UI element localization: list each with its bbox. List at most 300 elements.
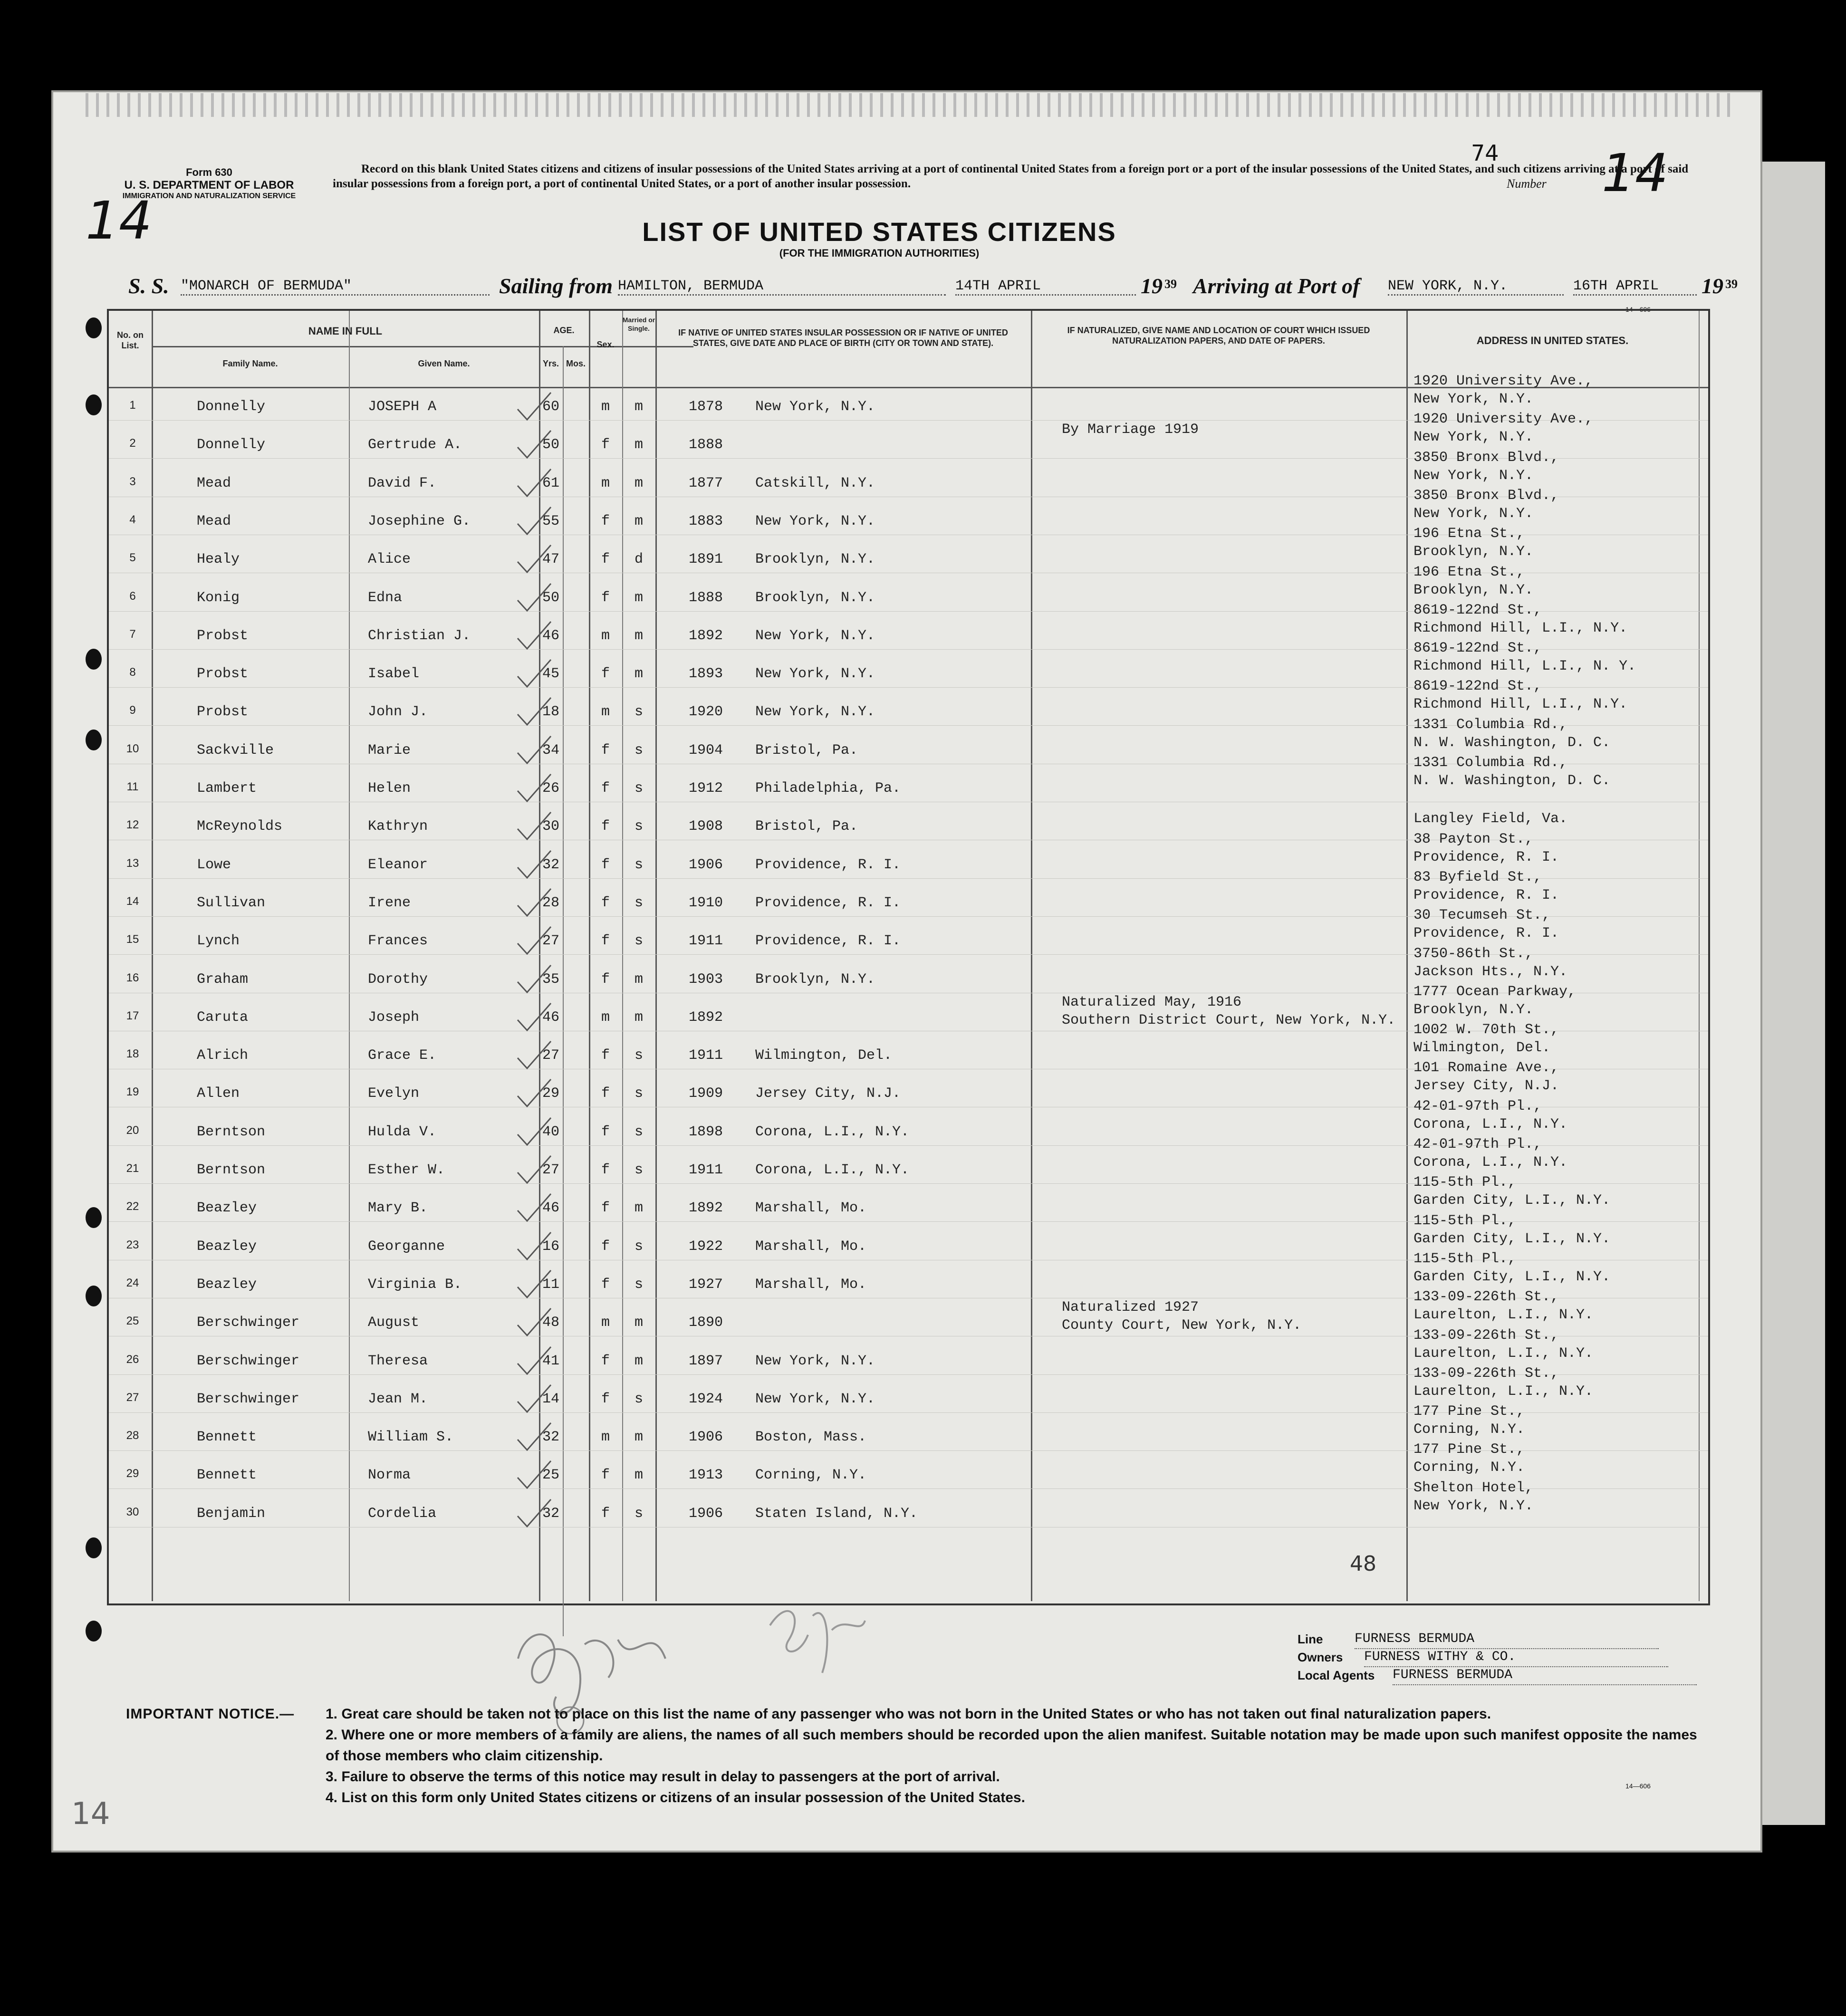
birth-place: Providence, R. I.	[755, 856, 901, 873]
checkmark-icon	[515, 581, 553, 614]
shipping-agents	[1298, 1630, 1725, 1684]
owners-label: Owners	[1298, 1650, 1343, 1664]
sex: f	[601, 1162, 610, 1178]
sex: f	[601, 1276, 610, 1293]
birth-year: 1906	[689, 856, 723, 873]
address-line-1: 3850 Bronx Blvd.,	[1413, 487, 1559, 504]
checkmark-icon	[515, 1001, 553, 1034]
age-years: 29	[542, 1085, 559, 1102]
address-line-2: Corning, N.Y.	[1413, 1459, 1525, 1476]
checkmark-icon	[515, 1039, 553, 1072]
sex: f	[601, 971, 610, 988]
birth-year: 1877	[689, 475, 723, 491]
row-number: 25	[126, 1315, 139, 1328]
punch-hole	[86, 394, 102, 415]
family-name: Donnelly	[197, 399, 266, 415]
sex: f	[601, 1123, 610, 1140]
birth-year: 1890	[689, 1315, 723, 1331]
row-number: 1	[129, 399, 136, 412]
marital-status: s	[634, 704, 643, 720]
address-line-2: Brooklyn, N.Y.	[1413, 544, 1534, 560]
checkmark-icon	[515, 695, 553, 729]
age-years: 25	[542, 1467, 559, 1484]
marital-status: s	[634, 1391, 643, 1407]
birth-place: Providence, R. I.	[755, 894, 901, 911]
birth-place: Staten Island, N.Y.	[755, 1505, 918, 1522]
birth-place: Brooklyn, N.Y.	[755, 589, 875, 606]
sex: f	[601, 933, 610, 950]
age-years: 27	[542, 1047, 559, 1064]
birth-place: New York, N.Y.	[755, 666, 875, 682]
given-name: Theresa	[368, 1353, 428, 1369]
row-number: 8	[129, 666, 136, 679]
birth-year: 1878	[689, 399, 723, 415]
arrival-date: 16TH APRIL	[1573, 278, 1697, 296]
given-name: Georganne	[368, 1238, 445, 1255]
marital-status: s	[634, 894, 643, 911]
birth-place: New York, N.Y.	[755, 1353, 875, 1369]
punch-hole	[86, 1207, 102, 1228]
row-number: 11	[126, 780, 139, 793]
row-number: 2	[129, 437, 136, 450]
punch-hole	[86, 317, 102, 338]
sailing-year-prefix: 19	[1141, 274, 1163, 298]
birth-year: 1898	[689, 1123, 723, 1140]
birth-year: 1897	[689, 1353, 723, 1369]
given-name: Christian J.	[368, 627, 471, 644]
marital-status: s	[634, 1162, 643, 1178]
birth-place: Corona, L.I., N.Y.	[755, 1123, 910, 1140]
age-years: 32	[542, 1429, 559, 1446]
naturalization-court: Southern District Court, New York, N.Y.	[1062, 1012, 1396, 1028]
family-name: Berntson	[197, 1162, 266, 1178]
birth-place: Philadelphia, Pa.	[755, 780, 901, 797]
age-years: 16	[542, 1238, 559, 1255]
form-number: Form 630	[186, 166, 232, 178]
address-line-1: 8619-122nd St.,	[1413, 602, 1542, 618]
header-age: AGE.	[553, 326, 575, 335]
marital-status: m	[634, 627, 643, 644]
birth-year: 1906	[689, 1505, 723, 1522]
marital-status: s	[634, 933, 643, 950]
address-line-1: 83 Byfield St.,	[1413, 869, 1542, 885]
checkmark-icon	[515, 1382, 553, 1416]
family-name: Beazley	[197, 1276, 257, 1293]
address-line-1: 42-01-97th Pl.,	[1413, 1098, 1542, 1114]
marital-status: s	[634, 780, 643, 797]
ship-name: "MONARCH OF BERMUDA"	[181, 278, 490, 296]
birth-year: 1922	[689, 1238, 723, 1255]
given-name: David F.	[368, 475, 437, 491]
age-years: 61	[542, 475, 559, 491]
birth-year: 1909	[689, 1085, 723, 1102]
birth-place: New York, N.Y.	[755, 399, 875, 415]
sex: m	[601, 475, 610, 491]
family-name: Allen	[197, 1085, 240, 1102]
given-name: Marie	[368, 742, 411, 758]
marital-status: m	[634, 589, 643, 606]
age-years: 35	[542, 971, 559, 988]
list-number: 14	[1602, 143, 1668, 203]
address-line-1: 115-5th Pl.,	[1413, 1212, 1517, 1229]
marital-status: s	[634, 1505, 643, 1522]
marital-status: m	[634, 1315, 643, 1331]
birth-place: Jersey City, N.J.	[755, 1085, 901, 1102]
family-name: Berschwinger	[197, 1391, 300, 1407]
row-number: 9	[129, 704, 136, 717]
given-name: Jean M.	[368, 1391, 428, 1407]
row-number: 10	[126, 742, 139, 755]
given-name: John J.	[368, 704, 428, 720]
address-line-1: 1920 University Ave.,	[1413, 411, 1594, 428]
address-line-2: Corona, L.I., N.Y.	[1413, 1154, 1568, 1171]
header-sex: Sex.	[596, 340, 615, 349]
row-number: 3	[129, 475, 136, 488]
notice-item-3: 3. Failure to observe the terms of this notice may result in delay to passengers at the port of arrival.	[326, 1769, 1000, 1785]
address-line-2: Garden City, L.I., N.Y.	[1413, 1268, 1611, 1285]
checkmark-icon	[515, 1306, 553, 1339]
marital-status: s	[634, 742, 643, 758]
age-years: 50	[542, 437, 559, 453]
row-number: 6	[129, 589, 136, 603]
marital-status: s	[634, 818, 643, 835]
citizens-table	[107, 309, 1710, 1605]
birth-year: 1892	[689, 627, 723, 644]
marital-status: m	[634, 1009, 643, 1026]
address-line-1: 42-01-97th Pl.,	[1413, 1136, 1542, 1152]
given-name: August	[368, 1315, 420, 1331]
birth-year: 1893	[689, 666, 723, 682]
header-married-single: Married or Single.	[622, 316, 655, 332]
given-name: Josephine G.	[368, 513, 471, 529]
given-name: Evelyn	[368, 1085, 420, 1102]
age-years: 47	[542, 551, 559, 568]
marital-status: m	[634, 1467, 643, 1484]
age-years: 32	[542, 1505, 559, 1522]
birth-year: 1912	[689, 780, 723, 797]
marital-status: s	[634, 1276, 643, 1293]
marital-status: m	[634, 1200, 643, 1217]
row-number: 23	[126, 1238, 139, 1251]
sex: f	[601, 1391, 610, 1407]
family-name: Sullivan	[197, 894, 266, 911]
address-line-1: 1920 University Ave.,	[1413, 373, 1594, 389]
family-name: Beazley	[197, 1200, 257, 1217]
birth-place: Catskill, N.Y.	[755, 475, 875, 491]
row-number: 18	[126, 1047, 139, 1061]
ship-info-line	[128, 273, 1738, 302]
marital-status: m	[634, 399, 643, 415]
row-number: 14	[126, 894, 139, 908]
address-line-2: Providence, R. I.	[1413, 849, 1559, 865]
birth-place: Marshall, Mo.	[755, 1200, 867, 1217]
local-agents-row	[1298, 1666, 1725, 1684]
marital-status: m	[634, 1353, 643, 1369]
page-subtitle: (FOR THE IMMIGRATION AUTHORITIES)	[779, 247, 980, 259]
row-number: 26	[126, 1353, 139, 1366]
sex: f	[601, 818, 610, 835]
age-years: 11	[542, 1276, 559, 1293]
family-name: Sackville	[197, 742, 274, 758]
punch-hole	[86, 1286, 102, 1306]
address-line-1: 1331 Columbia Rd.,	[1413, 716, 1568, 733]
birth-place: Wilmington, Del.	[755, 1047, 893, 1064]
checkmark-icon	[515, 1153, 553, 1187]
birth-place: Brooklyn, N.Y.	[755, 551, 875, 568]
marital-status: m	[634, 971, 643, 988]
birth-year: 1888	[689, 437, 723, 453]
age-years: 41	[542, 1353, 559, 1369]
notice-item-4: 4. List on this form only United States citizens or citizens of an insular possession of the United States.	[326, 1790, 1025, 1805]
age-years: 34	[542, 742, 559, 758]
address-line-1: 115-5th Pl.,	[1413, 1174, 1517, 1191]
naturalization-info: Naturalized May, 1916	[1062, 994, 1242, 1010]
address-line-1: 101 Romaine Ave.,	[1413, 1060, 1559, 1076]
age-years: 46	[542, 1200, 559, 1217]
given-name: JOSEPH A	[368, 399, 437, 415]
checkmark-icon	[515, 657, 553, 691]
stamp-number: 48	[1350, 1552, 1376, 1576]
address-line-2: Garden City, L.I., N.Y.	[1413, 1192, 1611, 1209]
row-number: 28	[126, 1429, 139, 1442]
family-name: Bennett	[197, 1429, 257, 1446]
row-number: 22	[126, 1200, 139, 1213]
margin-pencil-mark: 14	[71, 1796, 110, 1832]
birth-year: 1904	[689, 742, 723, 758]
given-name: Dorothy	[368, 971, 428, 988]
sex: f	[601, 856, 610, 873]
row-number: 30	[126, 1505, 139, 1518]
header-address: ADDRESS IN UNITED STATES.	[1476, 335, 1629, 346]
address-line-2: Langley Field, Va.	[1413, 811, 1568, 827]
family-name: Mead	[197, 475, 231, 491]
marital-status: s	[634, 1085, 643, 1102]
row-number: 16	[126, 971, 139, 984]
birth-place: Brooklyn, N.Y.	[755, 971, 875, 988]
address-line-1: 177 Pine St.,	[1413, 1403, 1525, 1420]
line-row	[1298, 1630, 1725, 1648]
address-line-2: Providence, R. I.	[1413, 887, 1559, 903]
header-no: No. on List.	[117, 330, 144, 350]
address-line-1: 115-5th Pl.,	[1413, 1250, 1517, 1267]
checkmark-icon	[515, 1077, 553, 1110]
header-months: Mos.	[566, 359, 586, 368]
given-name: Helen	[368, 780, 411, 797]
header-name-in-full: NAME IN FULL	[308, 325, 383, 337]
family-name: Lambert	[197, 780, 257, 797]
age-years: 45	[542, 666, 559, 682]
age-years: 46	[542, 627, 559, 644]
checkmark-icon	[515, 1230, 553, 1263]
handwritten-corner-number: 14	[86, 190, 152, 251]
given-name: Esther W.	[368, 1162, 445, 1178]
torn-top-edge	[86, 93, 1730, 117]
department-name: U. S. DEPARTMENT OF LABOR	[124, 179, 294, 192]
notice-item-2: 2. Where one or more members of a family are aliens, the names of all such members should be recorded upon the alien manifest. Suitable notation may be made upon such manifest opposite the names of those members who claim citizenship.	[326, 1727, 1697, 1764]
owners-value: FURNESS WITHY & CO.	[1364, 1648, 1668, 1667]
age-years: 48	[542, 1315, 559, 1331]
address-line-1: 8619-122nd St.,	[1413, 678, 1542, 695]
age-years: 28	[542, 894, 559, 911]
naturalization-info: Naturalized 1927	[1062, 1299, 1199, 1316]
punch-hole	[86, 730, 102, 750]
sex: f	[601, 1200, 610, 1217]
birth-year: 1908	[689, 818, 723, 835]
sex: f	[601, 551, 610, 568]
row-number: 13	[126, 856, 139, 870]
address-line-2: Laurelton, L.I., N.Y.	[1413, 1307, 1594, 1324]
family-name: Probst	[197, 704, 249, 720]
birth-year: 1891	[689, 551, 723, 568]
local-agents-label: Local Agents	[1298, 1668, 1375, 1682]
arrival-year: 39	[1725, 277, 1738, 291]
number-label: Number	[1507, 177, 1547, 191]
birth-year: 1920	[689, 704, 723, 720]
sex: m	[601, 627, 610, 644]
sex: m	[601, 1009, 610, 1026]
checkmark-icon	[515, 505, 553, 538]
address-line-2: New York, N.Y.	[1413, 467, 1534, 484]
address-line-1: 8619-122nd St.,	[1413, 640, 1542, 657]
address-line-2: Jackson Hts., N.Y.	[1413, 963, 1568, 980]
birth-year: 1892	[689, 1009, 723, 1026]
address-line-1: 196 Etna St.,	[1413, 564, 1525, 580]
given-name: Grace E.	[368, 1047, 437, 1064]
service-name: IMMIGRATION AND NATURALIZATION SERVICE	[122, 192, 296, 200]
family-name: Lowe	[197, 856, 231, 873]
table-row	[109, 1479, 1708, 1544]
checkmark-icon	[515, 1115, 553, 1149]
address-line-2: New York, N.Y.	[1413, 391, 1534, 407]
checkmark-icon	[515, 848, 553, 882]
header-family-name: Family Name.	[222, 359, 278, 368]
address-line-1: 3750-86th St.,	[1413, 945, 1534, 962]
sex: f	[601, 1047, 610, 1064]
page-title: LIST OF UNITED STATES CITIZENS	[642, 217, 1116, 247]
sex: f	[601, 589, 610, 606]
birth-place: Bristol, Pa.	[755, 818, 858, 835]
line-value: FURNESS BERMUDA	[1355, 1630, 1659, 1649]
sex: f	[601, 780, 610, 797]
back-sheet	[1759, 162, 1825, 1825]
ss-label: S. S.	[128, 274, 169, 298]
age-years: 27	[542, 1162, 559, 1178]
address-line-2: Corona, L.I., N.Y.	[1413, 1116, 1568, 1133]
address-line-1: 3850 Bronx Blvd.,	[1413, 449, 1559, 466]
given-name: Mary B.	[368, 1200, 428, 1217]
notice-item-1: 1. Great care should be taken not to place on this list the name of any passenger who was not born in the United States or who has not taken out final naturalization papers.	[326, 1706, 1491, 1722]
punch-hole	[86, 1621, 102, 1642]
address-line-2: Brooklyn, N.Y.	[1413, 582, 1534, 598]
checkmark-icon	[515, 1268, 553, 1301]
address-line-1: 177 Pine St.,	[1413, 1441, 1525, 1458]
birth-year: 1924	[689, 1391, 723, 1407]
sex: m	[601, 704, 610, 720]
notice-label: IMPORTANT NOTICE.—	[126, 1706, 295, 1722]
sex: f	[601, 1238, 610, 1255]
family-name: Berschwinger	[197, 1315, 300, 1331]
checkmark-icon	[515, 810, 553, 843]
marital-status: s	[634, 1238, 643, 1255]
family-name: Healy	[197, 551, 240, 568]
row-number: 7	[129, 627, 136, 641]
address-line-2: New York, N.Y.	[1413, 1498, 1534, 1514]
address-line-1: 30 Tecumseh St.,	[1413, 907, 1551, 924]
row-number: 24	[126, 1276, 139, 1289]
address-line-1: 1331 Columbia Rd.,	[1413, 755, 1568, 771]
birth-year: 1906	[689, 1429, 723, 1446]
given-name: Cordelia	[368, 1505, 437, 1522]
sex: f	[601, 1467, 610, 1484]
row-number: 20	[126, 1123, 139, 1137]
address-line-2: Richmond Hill, L.I., N.Y.	[1413, 620, 1628, 636]
address-line-2: Laurelton, L.I., N.Y.	[1413, 1345, 1594, 1362]
row-number: 5	[129, 551, 136, 565]
birth-year: 1892	[689, 1200, 723, 1217]
birth-year: 1910	[689, 894, 723, 911]
given-name: Kathryn	[368, 818, 428, 835]
sex: m	[601, 1429, 610, 1446]
birth-place: New York, N.Y.	[755, 1391, 875, 1407]
form-code-top: 14—606	[1625, 306, 1651, 313]
given-name: Virginia B.	[368, 1276, 462, 1293]
birth-place: Marshall, Mo.	[755, 1276, 867, 1293]
address-line-1: 196 Etna St.,	[1413, 526, 1525, 542]
instructions-text: Record on this blank United States citizens and citizens of insular possessions of the United States arriving at a port of continental United States from a foreign port or a port of the insular possessions of the United States, and such citizens arriving at a port of said insular possessions from a foreign port, a port of continental United States, or a port of another insular possession.	[333, 163, 1689, 190]
naturalization-info: By Marriage 1919	[1062, 422, 1199, 438]
sex: f	[601, 742, 610, 758]
given-name: Norma	[368, 1467, 411, 1484]
family-name: Berschwinger	[197, 1353, 300, 1369]
given-name: Frances	[368, 933, 428, 950]
age-years: 32	[542, 856, 559, 873]
sex: f	[601, 1353, 610, 1369]
header-given-name: Given Name.	[418, 359, 470, 368]
address-line-1: 133-09-226th St.,	[1413, 1365, 1559, 1382]
age-years: 27	[542, 933, 559, 950]
given-name: Hulda V.	[368, 1123, 437, 1140]
owners-row	[1298, 1648, 1725, 1666]
address-line-2: Richmond Hill, L.I., N.Y.	[1413, 696, 1628, 713]
sex: f	[601, 437, 610, 453]
checkmark-icon	[515, 1421, 553, 1454]
given-name: Edna	[368, 589, 403, 606]
row-number: 17	[126, 1009, 139, 1022]
sex: f	[601, 666, 610, 682]
age-years: 26	[542, 780, 559, 797]
marital-status: m	[634, 513, 643, 529]
naturalization-court: County Court, New York, N.Y.	[1062, 1317, 1302, 1334]
birth-year: 1927	[689, 1276, 723, 1293]
birth-year: 1911	[689, 1047, 723, 1064]
birth-year: 1911	[689, 1162, 723, 1178]
arriving-port: NEW YORK, N.Y.	[1388, 278, 1564, 296]
address-line-1: 1777 Ocean Parkway,	[1413, 983, 1577, 1000]
birth-year: 1883	[689, 513, 723, 529]
marital-status: m	[634, 1429, 643, 1446]
header-years: Yrs.	[542, 359, 559, 368]
given-name: Alice	[368, 551, 411, 568]
row-number: 21	[126, 1162, 139, 1175]
sex: f	[601, 513, 610, 529]
family-name: Probst	[197, 627, 249, 644]
family-name: Caruta	[197, 1009, 249, 1026]
age-years: 55	[542, 513, 559, 529]
family-name: Bennett	[197, 1467, 257, 1484]
checkmark-icon	[515, 543, 553, 576]
given-name: Isabel	[368, 666, 420, 682]
family-name: Alrich	[197, 1047, 249, 1064]
